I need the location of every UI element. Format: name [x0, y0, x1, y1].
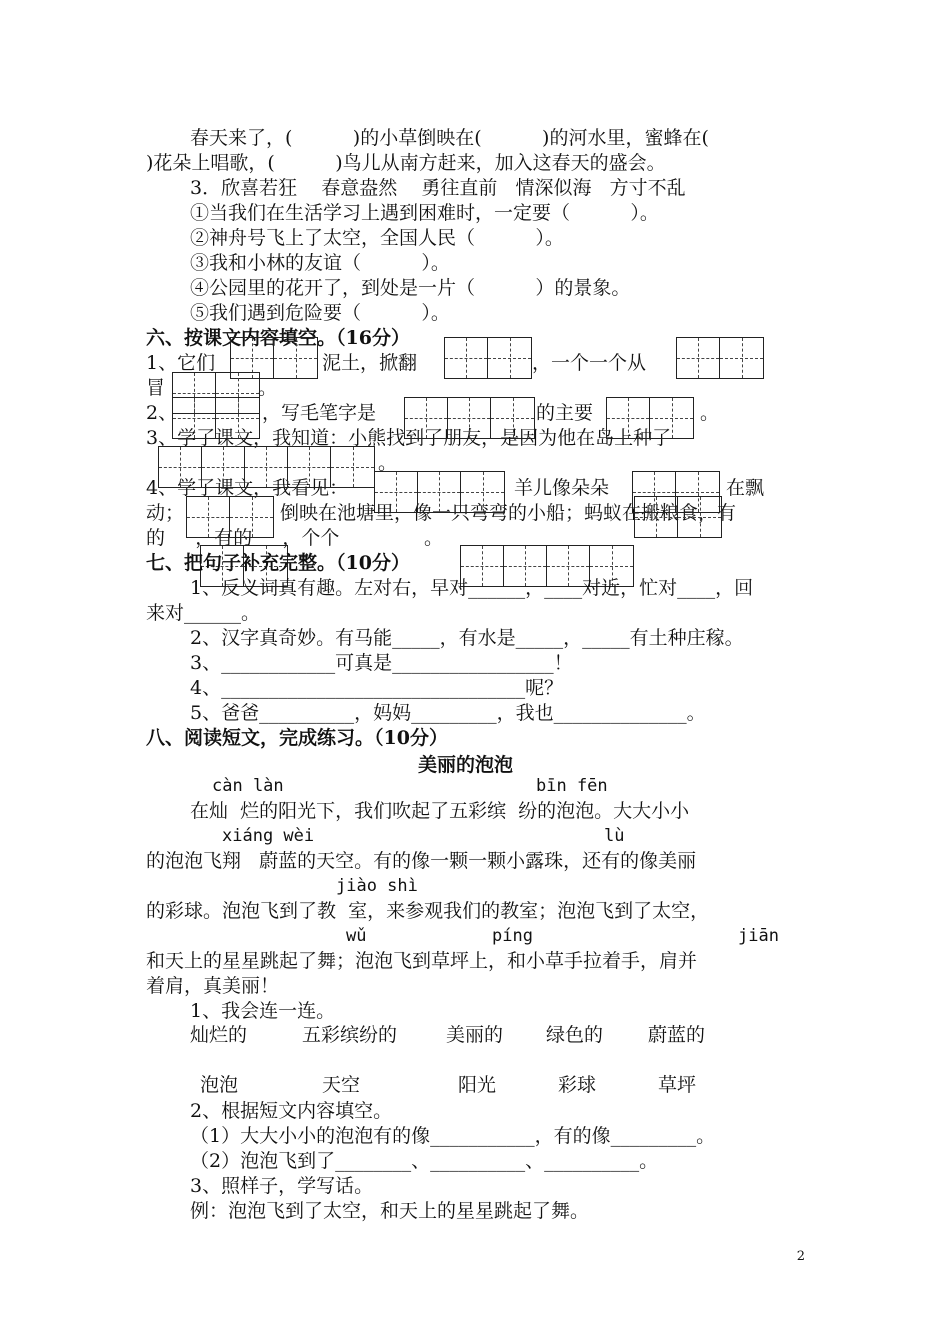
pinyin: bīn fēn	[536, 776, 608, 796]
match-left-item[interactable]: 美丽的	[446, 1024, 504, 1046]
question-item: 5、爸爸__________，妈妈_________，我也______________。	[190, 702, 706, 724]
question-item: 4、________________________________呢？	[190, 677, 564, 699]
question-item: 3、____________可真是_________________！	[190, 652, 573, 674]
pinyin: lù	[604, 826, 625, 846]
text-line: 3、学了课文，我知道：小熊找到了朋友，是因为他在岛上种了	[146, 427, 672, 449]
section-heading: 六、按课文内容填空。（16分）	[146, 327, 410, 349]
question-item: ④公园里的花开了，到处是一片（ ）的景象。	[190, 277, 631, 299]
match-right-item[interactable]: 天空	[322, 1074, 361, 1096]
text-line: 。	[700, 402, 720, 424]
text-line: ，一个一个从	[532, 352, 647, 374]
writing-grid[interactable]	[676, 337, 764, 379]
question-item: ②神舟号飞上了太空，全国人民（ ）。	[190, 227, 564, 249]
text-line: 倒映在池塘里，像一只弯弯的小船；蚂蚁在搬粮食，有	[280, 502, 737, 524]
passage-line: 着肩，真美丽！	[146, 975, 280, 997]
question-item: ①当我们在生活学习上遇到困难时，一定要（ ）。	[190, 202, 659, 224]
writing-grid[interactable]	[172, 397, 260, 439]
text-line: 1、它们	[146, 352, 216, 374]
pinyin: píng	[492, 926, 533, 946]
writing-grid[interactable]	[158, 446, 375, 488]
match-left-item[interactable]: 蔚蓝的	[648, 1024, 706, 1046]
text-line: 羊儿像朵朵	[514, 477, 610, 499]
section-heading: 七、把句子补充完整。（10分）	[146, 552, 410, 574]
writing-grid[interactable]	[444, 337, 532, 379]
pinyin: xiáng wèi	[222, 826, 315, 846]
text-line: 在飘	[726, 477, 765, 499]
section-heading: 八、阅读短文，完成练习。（10分）	[146, 727, 448, 749]
writing-grid[interactable]	[404, 397, 535, 439]
exercise-heading: 3、照样子，学写话。	[190, 1175, 374, 1197]
writing-grid[interactable]	[606, 397, 694, 439]
pinyin: càn làn	[212, 776, 284, 796]
text-line: 4、学了课文，我看见：	[146, 477, 349, 499]
question-item: 1、反义词真有趣。左对右，早对______，____对近，忙对____，回	[190, 577, 754, 599]
match-left-item[interactable]: 灿烂的	[190, 1024, 248, 1046]
pinyin: jiān	[738, 926, 779, 946]
writing-grid[interactable]	[186, 496, 274, 538]
match-left-item[interactable]: 绿色的	[546, 1024, 604, 1046]
page-number: 2	[796, 1249, 805, 1264]
writing-grid[interactable]	[634, 496, 722, 538]
text-line: 2、	[146, 402, 178, 424]
match-right-item[interactable]: 阳光	[458, 1074, 497, 1096]
exercise-heading: 2、根据短文内容填空。	[190, 1100, 393, 1122]
text-line: ，写毛笔字是	[262, 402, 377, 424]
exercise-heading: 1、我会连一连。	[190, 1000, 336, 1022]
text-line: )花朵上唱歌，( )鸟儿从南方赶来，加入这春天的盛会。	[146, 152, 666, 174]
match-left-item[interactable]: 五彩缤纷的	[302, 1024, 398, 1046]
passage-line: 在灿 烂的阳光下，我们吹起了五彩缤 纷的泡泡。大大小小	[190, 800, 690, 822]
question-item: （2）泡泡飞到了________、__________、__________。	[190, 1150, 659, 1172]
passage-title: 美丽的泡泡	[418, 754, 514, 776]
text-line: 冒	[146, 377, 166, 399]
question-item: ③我和小林的友谊（ ）。	[190, 252, 450, 274]
text-line: 的主要	[536, 402, 594, 424]
match-right-item[interactable]: 草坪	[658, 1074, 697, 1096]
question-item: 2、汉字真奇妙。有马能_____，有水是_____，_____有土种庄稼。	[190, 627, 744, 649]
passage-line: 的彩球。泡泡飞到了教 室，来参观我们的教室；泡泡飞到了太空，	[146, 900, 710, 922]
match-right-item[interactable]: 泡泡	[200, 1074, 239, 1096]
writing-grid[interactable]	[374, 471, 505, 513]
text-line: 春天来了，( )的小草倒映在( )的河水里，蜜蜂在(	[190, 127, 709, 149]
text-line: 泥土，掀翻	[322, 352, 418, 374]
pinyin: jiào shì	[336, 876, 418, 896]
example-sentence: 例：泡泡飞到了太空，和天上的星星跳起了舞。	[190, 1200, 590, 1222]
passage-line: 和天上的星星跳起了舞；泡泡飞到草坪上，和小草手拉着手，肩并	[146, 950, 698, 972]
pinyin: wǔ	[346, 926, 367, 946]
match-right-item[interactable]: 彩球	[558, 1074, 597, 1096]
text-line: 。	[258, 377, 278, 399]
text-line: 的 ，有的 ，个个 。	[146, 527, 443, 549]
question-item: 来对______。	[146, 602, 261, 624]
text-line: 动；	[146, 502, 185, 524]
text-line: 。	[378, 452, 398, 474]
question-item: ⑤我们遇到危险要（ ）。	[190, 302, 450, 324]
question-item: （1）大大小小的泡泡有的像___________，有的像_________。	[190, 1125, 716, 1147]
passage-line: 的泡泡飞翔 蔚蓝的天空。有的像一颗一颗小露珠，还有的像美丽	[146, 850, 697, 872]
text-line: 3．欣喜若狂 春意盎然 勇往直前 情深似海 方寸不乱	[190, 177, 686, 199]
